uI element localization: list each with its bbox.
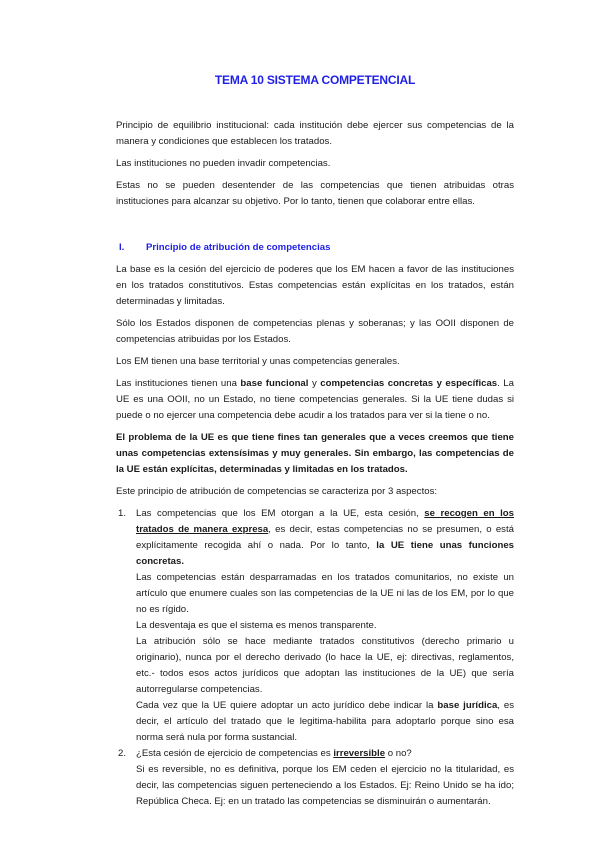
intro-section [116,118,514,210]
text-run: Cada vez que la UE quiere adoptar un acto jurídico debe indicar la [136,700,438,711]
paragraph [136,570,514,618]
text-run: , es decir, el artículo del tratado que le legitima-habilita para adoptarlo porque sino esa norma será nula por forma sustancial. [136,700,514,743]
text-run: . La UE es una OOII, no un Estado, no tiene competencias generales. Si la UE tiene dudas si puede o no ejercer una competencia debe acudir a los tratados para ver si la tiene o no. [116,378,514,421]
list-item [116,506,514,746]
paragraph [116,354,514,370]
text-run: , es decir, estas competencias no se presumen, o está explícitamente recogida ahí o nada. Por lo tanto, [136,524,514,551]
section-heading [116,240,514,256]
text-run: Estas no se pueden desentender de las competencias que tienen atribuidas otras instituciones para alcanzar su objetivo. Por lo tanto, tienen que colaborar entre ellas. [116,180,514,207]
paragraph [116,430,514,478]
text-run: Las competencias que los EM otorgan a la UE, esta cesión, [136,508,425,519]
text-run: La desventaja es que el sistema es menos transparente. [136,620,377,631]
list-item-body [136,746,514,810]
text-run: Los EM tienen una base territorial y unas competencias generales. [116,356,400,367]
text-run: ¿Esta cesión de ejercicio de competencias es [136,748,334,759]
paragraph [116,316,514,348]
emphasized-text: competencias concretas y específicas [320,378,498,389]
document-title: TEMA 10 SISTEMA COMPETENCIAL [214,73,416,87]
document-page [116,72,514,810]
text-run: La atribución sólo se hace mediante tratados constitutivos (derecho primario u originario), nunca por el derecho derivado (lo hace la UE, ej: directivas, reglamentos, etc.- todos esos actos jurídicos que adoptan las instituciones de la UE) que sería autorregularse competencias. [136,636,514,695]
list-number: 2. [118,748,127,759]
paragraph [136,618,514,634]
text-run: Sólo los Estados disponen de competencias plenas y soberanas; y las OOII disponen de competencias atribuidas por los Estados. [116,318,514,345]
section-body [116,262,514,500]
paragraph [136,746,514,762]
text-run: Las instituciones tienen una [116,378,241,389]
paragraph [136,506,514,570]
emphasized-text: base funcional [240,378,309,389]
emphasized-text: base jurídica [437,700,498,711]
paragraph [136,634,514,698]
paragraph [116,484,514,500]
emphasized-text: El problema de la UE es que tiene fines tan generales que a veces creemos que tiene unas competencias extensísimas y muy generales. Sin embargo, las competencias de la UE están explícitas, determinadas y limitadas en los tratados. [116,432,514,475]
text-run: Si es reversible, no es definitiva, porque los EM ceden el ejercicio no la titularidad, es decir, las competencias siguen perteneciendo a los Estados. Ej: Reino Unido se ha ido; República Checa. Ej: en un tratado las competencias se disminuirán o aumentarán. [136,764,514,807]
emphasized-text: la UE tiene unas funciones concretas. [136,540,514,567]
list-number: 1. [118,508,127,519]
text-run: Este principio de atribución de competencias se caracteriza por 3 aspectos: [116,486,438,497]
paragraph [116,118,514,150]
text-run: La base es la cesión del ejercicio de poderes que los EM hacen a favor de las instituciones en los tratados constitutivos. Estas competencias están explícitas en los tratados, están determinadas y limitadas. [116,264,514,307]
list-item-body [136,506,514,746]
paragraph [116,262,514,310]
section-number: I. [119,242,125,253]
paragraph [136,698,514,746]
text-run: Principio de equilibrio institucional: cada institución debe ejercer sus competencias de la manera y condiciones que establecen los tratados. [116,120,514,147]
aspects-list [116,506,514,810]
emphasized-text: irreversible [333,748,386,759]
paragraph [136,762,514,810]
emphasized-text: se recogen en los tratados de manera expresa [136,508,514,535]
section-title: Principio de atribución de competencias [146,242,331,253]
text-run: o no? [385,748,412,759]
paragraph [116,156,514,172]
paragraph [116,178,514,210]
text-run: Las instituciones no pueden invadir competencias. [116,158,331,169]
text-run: y [308,378,321,389]
text-run: Las competencias están desparramadas en los tratados comunitarios, no existe un artículo que enumere cuales son las competencias de la UE ni las de los EM, por lo que no es rígido. [136,572,514,615]
list-item [116,746,514,810]
paragraph [116,376,514,424]
